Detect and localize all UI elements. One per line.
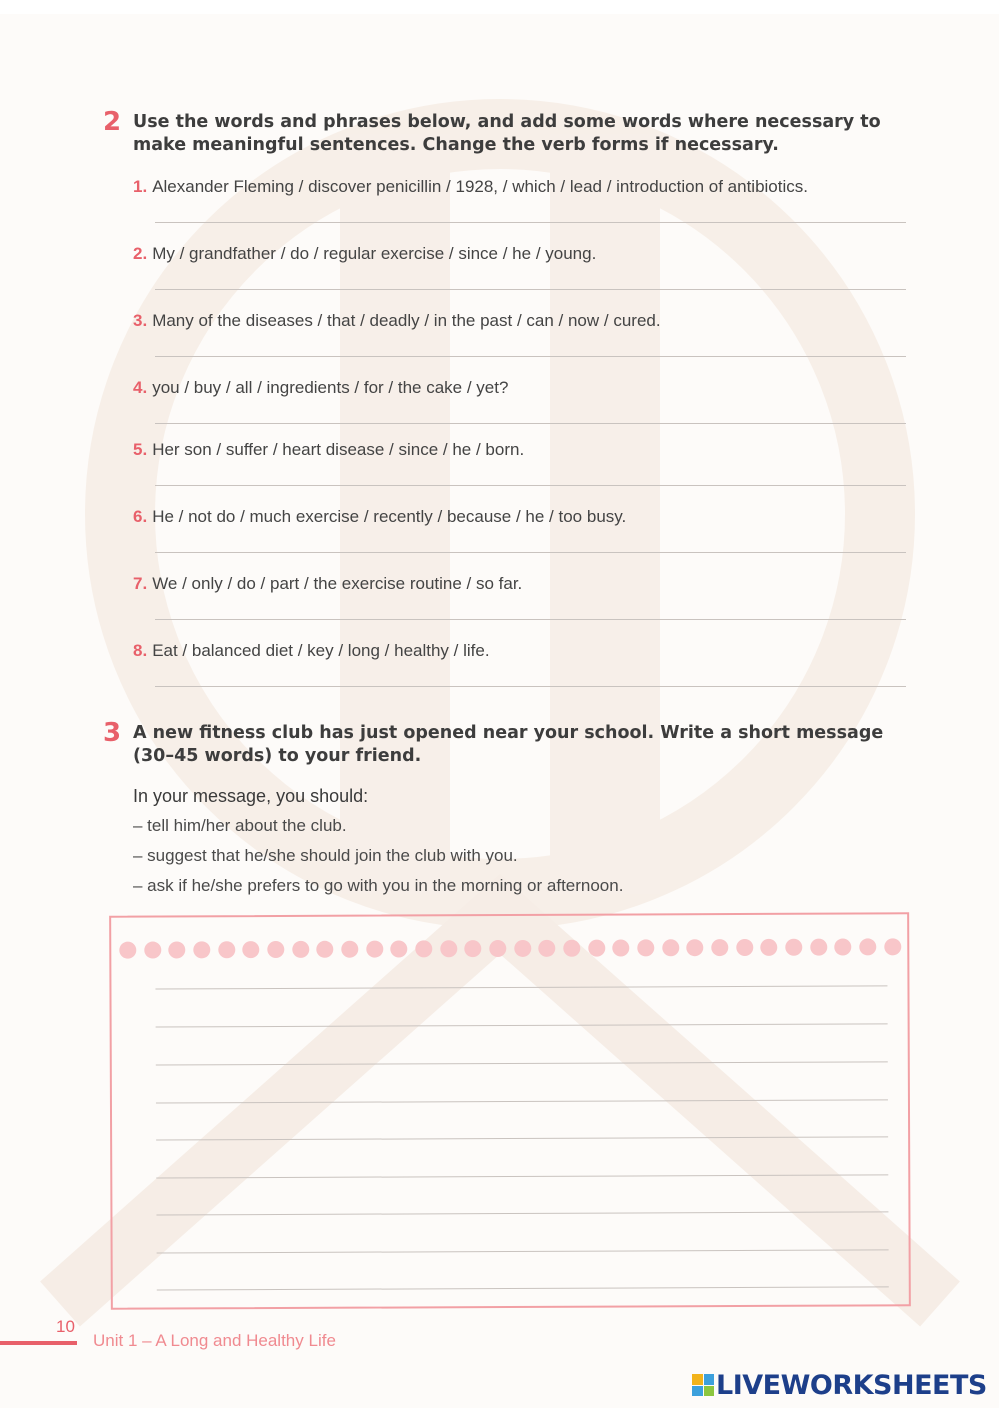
worksheet-page xyxy=(0,14,999,1408)
answer-field-4[interactable] xyxy=(155,402,906,424)
sentence-item xyxy=(133,310,913,332)
decorative-dot xyxy=(341,940,358,957)
decorative-dot xyxy=(859,938,876,955)
exercise-instruction: Use the words and phrases below, and add some words where necessary to make meaningful sentences. Change the verb forms if necessary. xyxy=(133,112,881,155)
decorative-dot xyxy=(267,940,284,957)
sentence-item xyxy=(133,377,913,399)
sentence-item xyxy=(133,573,913,595)
decorative-dot xyxy=(119,941,136,958)
sentence-item xyxy=(133,243,913,265)
answer-field-7[interactable] xyxy=(155,598,906,620)
exercise-instruction: A new fitness club has just opened near your school. Write a short message (30–45 words) to your friend. xyxy=(133,723,884,766)
footer-accent-bar xyxy=(0,1341,77,1345)
unit-label: Unit 1 – A Long and Healthy Life xyxy=(93,1331,336,1350)
decorative-dot xyxy=(563,939,580,956)
decorative-dot xyxy=(835,938,852,955)
decorative-dot xyxy=(440,940,457,957)
page-number: 10 xyxy=(56,1317,75,1336)
decorative-dot xyxy=(292,940,309,957)
message-box xyxy=(109,912,911,1309)
message-textarea[interactable] xyxy=(151,970,892,1293)
item-number: 1. xyxy=(133,177,148,196)
decorative-dot xyxy=(465,940,482,957)
decorative-dot xyxy=(736,938,753,955)
decorative-dot xyxy=(884,938,901,955)
answer-field-8[interactable] xyxy=(155,665,906,687)
decorative-dots xyxy=(119,936,901,959)
decorative-dot xyxy=(687,939,704,956)
exercise-number: 3 xyxy=(103,718,122,748)
sentence-item xyxy=(133,176,913,198)
guide-item: – suggest that he/she should join the club with you. xyxy=(133,846,518,865)
item-prompt: My / grandfather / do / regular exercise / since / he / young. xyxy=(152,244,597,263)
decorative-dot xyxy=(662,939,679,956)
item-number: 3. xyxy=(133,311,148,330)
item-prompt: Alexander Fleming / discover penicillin / 1928, / which / lead / introduction of antibiotics. xyxy=(152,177,808,196)
decorative-dot xyxy=(785,938,802,955)
sentence-item xyxy=(133,506,913,528)
item-number: 2. xyxy=(133,244,148,263)
decorative-dot xyxy=(489,940,506,957)
item-number: 8. xyxy=(133,641,148,660)
decorative-dot xyxy=(144,941,161,958)
decorative-dot xyxy=(613,939,630,956)
decorative-dot xyxy=(539,939,556,956)
item-number: 7. xyxy=(133,574,148,593)
item-prompt: you / buy / all / ingredients / for / the cake / yet? xyxy=(152,378,509,397)
answer-field-2[interactable] xyxy=(155,268,906,290)
item-number: 5. xyxy=(133,440,148,459)
decorative-dot xyxy=(415,940,432,957)
item-prompt: Eat / balanced diet / key / long / healthy / life. xyxy=(152,641,490,660)
decorative-dot xyxy=(761,938,778,955)
guide-title: In your message, you should: xyxy=(133,786,369,806)
decorative-dot xyxy=(317,940,334,957)
answer-field-3[interactable] xyxy=(155,335,906,357)
decorative-dot xyxy=(366,940,383,957)
guide-item: – ask if he/she prefers to go with you in the morning or afternoon. xyxy=(133,876,624,895)
item-prompt: Her son / suffer / heart disease / since / he / born. xyxy=(152,440,525,459)
decorative-dot xyxy=(218,941,235,958)
liveworksheets-logo xyxy=(692,1370,987,1400)
item-number: 4. xyxy=(133,378,148,397)
item-prompt: We / only / do / part / the exercise routine / so far. xyxy=(152,574,523,593)
item-number: 6. xyxy=(133,507,148,526)
decorative-dot xyxy=(637,939,654,956)
exercise-number: 2 xyxy=(103,107,122,137)
decorative-dot xyxy=(193,941,210,958)
sentence-item xyxy=(133,640,913,662)
decorative-dot xyxy=(391,940,408,957)
answer-field-5[interactable] xyxy=(155,464,906,486)
decorative-dot xyxy=(711,939,728,956)
brand-name: LIVEWORKSHEETS xyxy=(716,1369,987,1401)
decorative-dot xyxy=(514,939,531,956)
answer-field-1[interactable] xyxy=(155,201,906,223)
decorative-dot xyxy=(169,941,186,958)
item-prompt: He / not do / much exercise / recently / because / he / too busy. xyxy=(152,507,627,526)
guide-item: – tell him/her about the club. xyxy=(133,816,347,835)
decorative-dot xyxy=(810,938,827,955)
decorative-dot xyxy=(243,941,260,958)
decorative-dot xyxy=(588,939,605,956)
sentence-item xyxy=(133,439,913,461)
answer-field-6[interactable] xyxy=(155,531,906,553)
liveworksheets-icon xyxy=(692,1374,714,1396)
item-prompt: Many of the diseases / that / deadly / in the past / can / now / cured. xyxy=(152,311,661,330)
